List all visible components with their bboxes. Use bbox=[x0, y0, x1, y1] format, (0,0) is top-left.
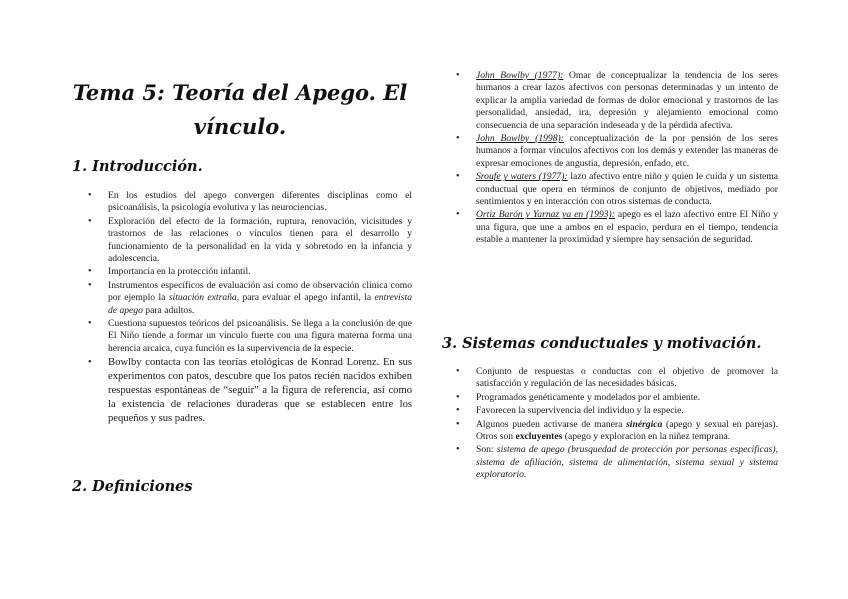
list-item: • John Bowlby (1977): Omar de conceptualizar la tendencia de los seres humanos a crear lazos afectivos con personas determinadas y un intento de explicar la amplia variedad de formas de dolor emocional y trastornos de las personalidad, ansiedad, ira, depresión y alejamiento emocional como consecuencia de una separación indeseada y de la pérdida afectiva. bbox=[438, 70, 778, 132]
introduction-list bbox=[70, 190, 412, 427]
systems-list bbox=[438, 366, 778, 483]
definitions-list bbox=[438, 70, 778, 248]
list-item: • Son: sistema de apego (brusquedad de protección por personas especificas), sistema de afiliación, sistema de alimentación, sistema sexual y sistema exploratorio. bbox=[438, 444, 778, 481]
list-item: • Cuestiona supuestos teóricos del psicoanálisis. Se llega a la conclusión de que El Niño tiende a formar un vínculo fuerte con una figura materna forma una herencia arcaica, cuya función es la supervivencia de la especie. bbox=[70, 318, 412, 355]
section-heading-definitions: 2. Definiciones bbox=[72, 478, 193, 495]
section-heading-systems: 3. Sistemas conductuales y motivación. bbox=[442, 335, 762, 352]
list-item: • John Bowlby (1998): conceptualización de la por pensión de los seres humanos a formar vínculos afectivos con los demás y extender las maneras de expresar emociones de angustia, depresión, enfado, etc. bbox=[438, 133, 778, 170]
list-item: • Instrumentos específicos de evaluación así como de observación clínica como por ejemplo la situación extraña, para evaluar el apego infantil, la entrevista de apego para adultos. bbox=[70, 280, 412, 317]
section-heading-introduction: 1. Introducción. bbox=[72, 158, 203, 175]
list-item: • Sroufe y waters (1977): lazo afectivo entre niño y quien le cuida y un sistema conductual que opera en términos de conjunto de objetivos, mediado por sentimientos y en interacción con otros sistemas de conducta. bbox=[438, 171, 778, 208]
list-item: • Favorecen la supervivencia del individuo y la especie. bbox=[438, 405, 778, 417]
list-item: • Conjunto de respuestas o conductas con el objetivo de promover la satisfacción y regulación de las necesidades básicas. bbox=[438, 366, 778, 391]
list-item: • Exploración del efecto de la formación, ruptura, renovación, vicisitudes y trastornos de las relaciones o vínculos tienen para el desarrollo y funcionamiento de la personalidad en la vida y sobretodo en la infancia y adolescencia. bbox=[70, 216, 412, 266]
list-item: • Importancia en la protección infantil. bbox=[70, 266, 412, 278]
list-item: • En los estudios del apego convergen diferentes disciplinas como el psicoanálisis, la psicología evolutiva y las neurociencias. bbox=[70, 190, 412, 215]
list-item: • Programados genéticamente y modelados por el ambiente. bbox=[438, 392, 778, 404]
list-item: • Bowlby contacta con las teorías etológicas de Konrad Lorenz. En sus experimentos con patos, descubre que los patos recién nacidos exhiben respuestas espontáneas de “seguir” a la figura de referencia, así como la existencia de relaciones duraderas que se establecen entre los pequeños y sus padres. bbox=[70, 356, 412, 426]
list-item: • Algunos pueden activarse de manera sinérgica (apego y sexual en parejas). Otros son excluyentes (apego y exploracion en la niñez temprana. bbox=[438, 419, 778, 444]
page-title: Tema 5: Teoría del Apego. El vínculo. bbox=[72, 80, 408, 139]
list-item: • Ortiz Barón y Yarnaz ya en (1993): apego es el lazo afectivo entre El Niño y una figura, que une a ambos en el espacio, perdura en el tiempo, tendencia estable a mantener la proximidad y siempre hay sensación de seguridad. bbox=[438, 209, 778, 246]
